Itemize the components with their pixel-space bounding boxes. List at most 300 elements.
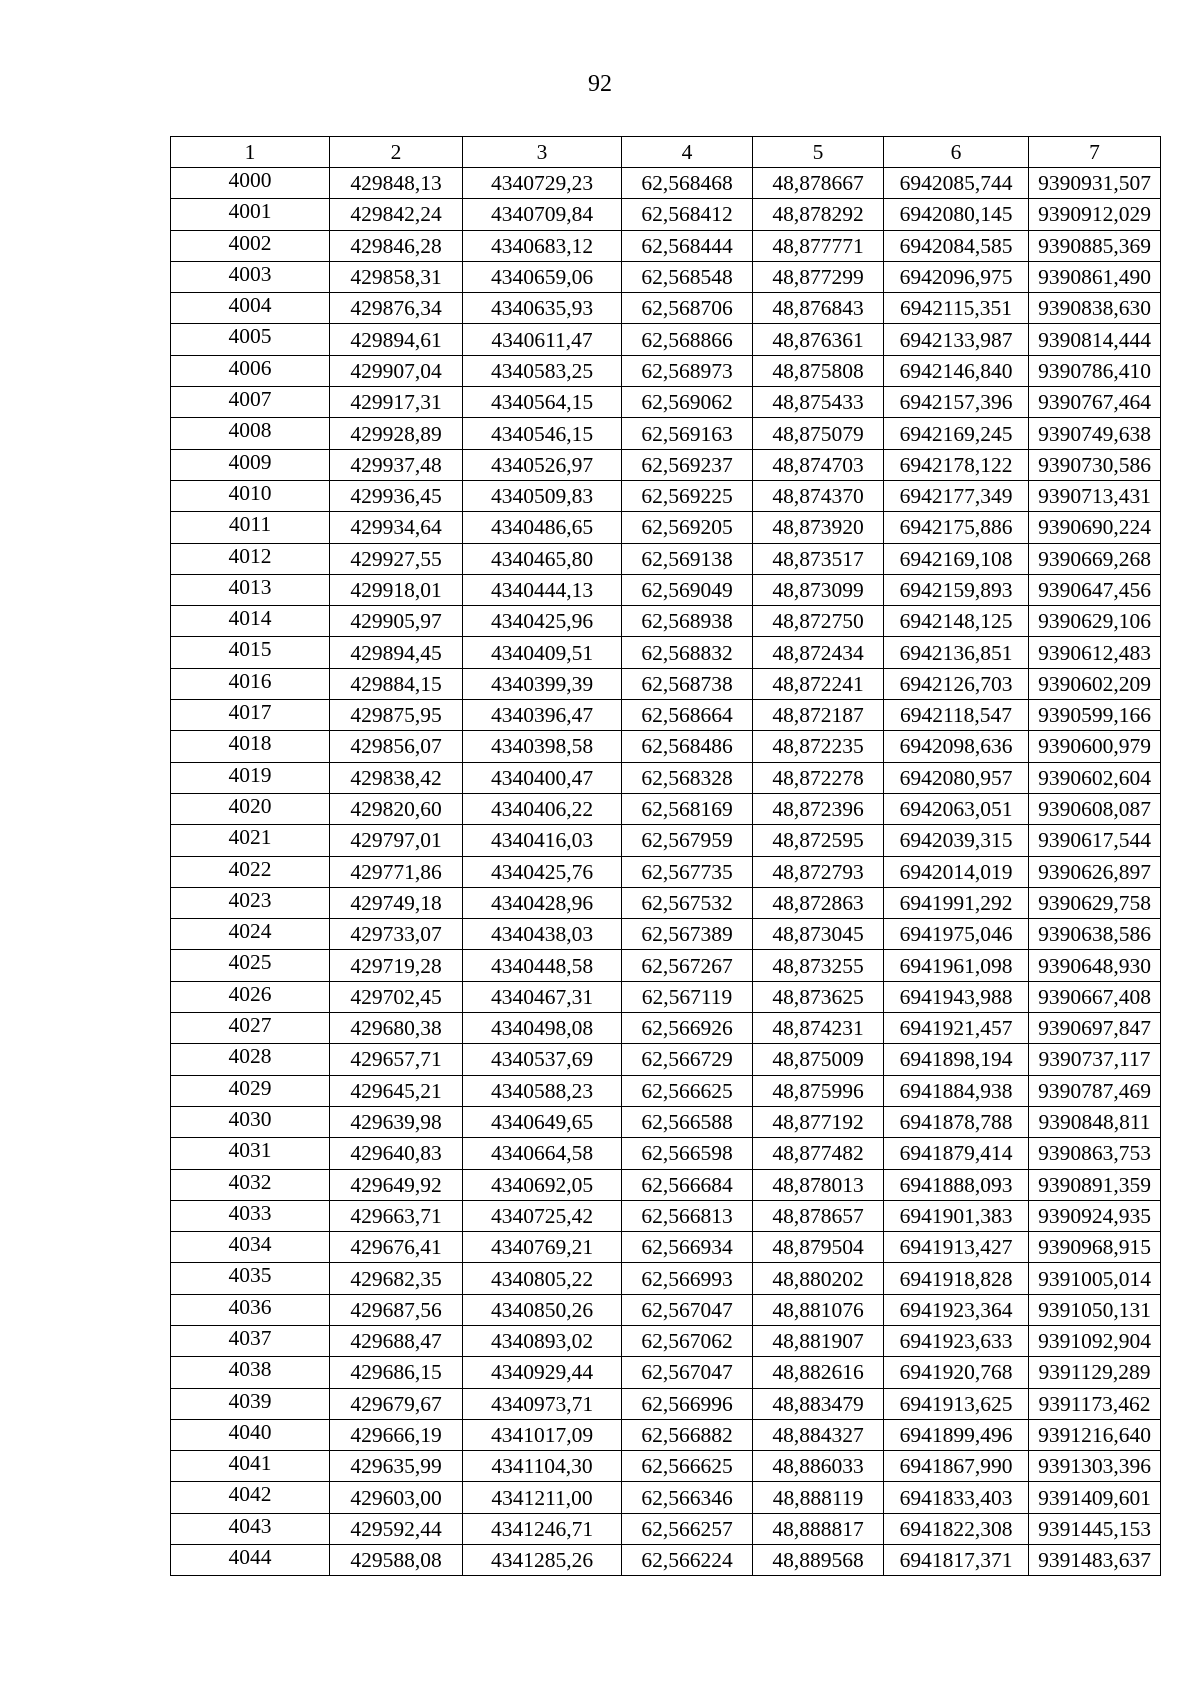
- latitude-cell: 62,567119: [622, 981, 753, 1012]
- y-coordinate-2-cell: 9390608,087: [1029, 793, 1161, 824]
- y-coordinate-2-cell: 9390730,586: [1029, 449, 1161, 480]
- x-coordinate-cell: 429679,67: [330, 1388, 463, 1419]
- column-header: 3: [463, 137, 622, 168]
- latitude-cell: 62,567532: [622, 887, 753, 918]
- column-header: 2: [330, 137, 463, 168]
- longitude-cell: 48,873099: [753, 574, 884, 605]
- x-coordinate-cell: 429907,04: [330, 355, 463, 386]
- point-number-cell: 4034: [171, 1232, 330, 1263]
- x-coordinate-2-cell: 6942118,547: [884, 700, 1029, 731]
- table-row: [171, 199, 1161, 230]
- table-row: [171, 919, 1161, 950]
- point-number-cell: 4038: [171, 1357, 330, 1388]
- y-coordinate-cell: 4340635,93: [463, 293, 622, 324]
- x-coordinate-cell: 429936,45: [330, 480, 463, 511]
- longitude-cell: 48,877771: [753, 230, 884, 261]
- longitude-cell: 48,878292: [753, 199, 884, 230]
- latitude-cell: 62,569205: [622, 512, 753, 543]
- y-coordinate-2-cell: 9390612,483: [1029, 637, 1161, 668]
- longitude-cell: 48,883479: [753, 1388, 884, 1419]
- y-coordinate-2-cell: 9391129,289: [1029, 1357, 1161, 1388]
- x-coordinate-2-cell: 6941991,292: [884, 887, 1029, 918]
- longitude-cell: 48,873625: [753, 981, 884, 1012]
- point-number-cell: 4007: [171, 387, 330, 418]
- longitude-cell: 48,884327: [753, 1419, 884, 1450]
- y-coordinate-2-cell: 9390629,758: [1029, 887, 1161, 918]
- x-coordinate-cell: 429894,45: [330, 637, 463, 668]
- x-coordinate-2-cell: 6942084,585: [884, 230, 1029, 261]
- y-coordinate-cell: 4340692,05: [463, 1169, 622, 1200]
- longitude-cell: 48,879504: [753, 1232, 884, 1263]
- point-number-cell: 4006: [171, 355, 330, 386]
- longitude-cell: 48,872434: [753, 637, 884, 668]
- x-coordinate-2-cell: 6942096,975: [884, 261, 1029, 292]
- y-coordinate-cell: 4340428,96: [463, 887, 622, 918]
- point-number-cell: 4013: [171, 574, 330, 605]
- x-coordinate-2-cell: 6942177,349: [884, 480, 1029, 511]
- table-row: [171, 1013, 1161, 1044]
- table-row: [171, 1200, 1161, 1231]
- y-coordinate-cell: 4340486,65: [463, 512, 622, 543]
- y-coordinate-2-cell: 9391445,153: [1029, 1513, 1161, 1544]
- latitude-cell: 62,566813: [622, 1200, 753, 1231]
- y-coordinate-cell: 4340498,08: [463, 1013, 622, 1044]
- y-coordinate-2-cell: 9390863,753: [1029, 1138, 1161, 1169]
- y-coordinate-2-cell: 9390885,369: [1029, 230, 1161, 261]
- longitude-cell: 48,874703: [753, 449, 884, 480]
- x-coordinate-cell: 429928,89: [330, 418, 463, 449]
- latitude-cell: 62,568738: [622, 668, 753, 699]
- y-coordinate-2-cell: 9390602,209: [1029, 668, 1161, 699]
- x-coordinate-2-cell: 6941923,364: [884, 1294, 1029, 1325]
- point-number-cell: 4043: [171, 1513, 330, 1544]
- latitude-cell: 62,566996: [622, 1388, 753, 1419]
- y-coordinate-2-cell: 9390912,029: [1029, 199, 1161, 230]
- y-coordinate-cell: 4340425,96: [463, 606, 622, 637]
- y-coordinate-cell: 4340850,26: [463, 1294, 622, 1325]
- y-coordinate-2-cell: 9391483,637: [1029, 1545, 1161, 1576]
- latitude-cell: 62,568444: [622, 230, 753, 261]
- y-coordinate-2-cell: 9391216,640: [1029, 1419, 1161, 1450]
- longitude-cell: 48,875433: [753, 387, 884, 418]
- y-coordinate-cell: 4340683,12: [463, 230, 622, 261]
- x-coordinate-2-cell: 6941879,414: [884, 1138, 1029, 1169]
- longitude-cell: 48,876843: [753, 293, 884, 324]
- y-coordinate-2-cell: 9390891,359: [1029, 1169, 1161, 1200]
- x-coordinate-2-cell: 6942080,957: [884, 762, 1029, 793]
- y-coordinate-2-cell: 9390599,166: [1029, 700, 1161, 731]
- x-coordinate-cell: 429894,61: [330, 324, 463, 355]
- latitude-cell: 62,568973: [622, 355, 753, 386]
- x-coordinate-2-cell: 6941961,098: [884, 950, 1029, 981]
- y-coordinate-cell: 4340399,39: [463, 668, 622, 699]
- table-row: [171, 1357, 1161, 1388]
- longitude-cell: 48,872793: [753, 856, 884, 887]
- y-coordinate-2-cell: 9390848,811: [1029, 1106, 1161, 1137]
- x-coordinate-2-cell: 6942175,886: [884, 512, 1029, 543]
- latitude-cell: 62,568468: [622, 168, 753, 199]
- table-row: [171, 950, 1161, 981]
- x-coordinate-cell: 429797,01: [330, 825, 463, 856]
- point-number-cell: 4004: [171, 293, 330, 324]
- x-coordinate-2-cell: 6941913,625: [884, 1388, 1029, 1419]
- latitude-cell: 62,568832: [622, 637, 753, 668]
- longitude-cell: 48,874370: [753, 480, 884, 511]
- table-row: [171, 793, 1161, 824]
- point-number-cell: 4005: [171, 324, 330, 355]
- point-number-cell: 4039: [171, 1388, 330, 1419]
- longitude-cell: 48,886033: [753, 1451, 884, 1482]
- point-number-cell: 4036: [171, 1294, 330, 1325]
- longitude-cell: 48,878657: [753, 1200, 884, 1231]
- table-row: [171, 449, 1161, 480]
- point-number-cell: 4027: [171, 1013, 330, 1044]
- y-coordinate-cell: 4340769,21: [463, 1232, 622, 1263]
- column-header: 7: [1029, 137, 1161, 168]
- y-coordinate-cell: 4340537,69: [463, 1044, 622, 1075]
- x-coordinate-cell: 429771,86: [330, 856, 463, 887]
- longitude-cell: 48,888817: [753, 1513, 884, 1544]
- point-number-cell: 4017: [171, 700, 330, 731]
- x-coordinate-2-cell: 6941975,046: [884, 919, 1029, 950]
- x-coordinate-cell: 429686,15: [330, 1357, 463, 1388]
- x-coordinate-2-cell: 6942014,019: [884, 856, 1029, 887]
- x-coordinate-2-cell: 6941918,828: [884, 1263, 1029, 1294]
- x-coordinate-cell: 429663,71: [330, 1200, 463, 1231]
- table-row: [171, 1545, 1161, 1576]
- x-coordinate-cell: 429640,83: [330, 1138, 463, 1169]
- x-coordinate-2-cell: 6942098,636: [884, 731, 1029, 762]
- longitude-cell: 48,878667: [753, 168, 884, 199]
- latitude-cell: 62,567062: [622, 1325, 753, 1356]
- x-coordinate-cell: 429846,28: [330, 230, 463, 261]
- x-coordinate-cell: 429666,19: [330, 1419, 463, 1450]
- column-header: 1: [171, 137, 330, 168]
- x-coordinate-cell: 429657,71: [330, 1044, 463, 1075]
- y-coordinate-2-cell: 9390669,268: [1029, 543, 1161, 574]
- y-coordinate-cell: 4340416,03: [463, 825, 622, 856]
- longitude-cell: 48,872750: [753, 606, 884, 637]
- point-number-cell: 4000: [171, 168, 330, 199]
- table-row: [171, 1294, 1161, 1325]
- table-row: [171, 668, 1161, 699]
- longitude-cell: 48,873920: [753, 512, 884, 543]
- table-row: [171, 1232, 1161, 1263]
- x-coordinate-2-cell: 6941923,633: [884, 1325, 1029, 1356]
- longitude-cell: 48,877192: [753, 1106, 884, 1137]
- latitude-cell: 62,566684: [622, 1169, 753, 1200]
- latitude-cell: 62,568548: [622, 261, 753, 292]
- x-coordinate-cell: 429848,13: [330, 168, 463, 199]
- latitude-cell: 62,566625: [622, 1451, 753, 1482]
- latitude-cell: 62,569138: [622, 543, 753, 574]
- latitude-cell: 62,567047: [622, 1294, 753, 1325]
- x-coordinate-2-cell: 6942159,893: [884, 574, 1029, 605]
- x-coordinate-2-cell: 6941817,371: [884, 1545, 1029, 1576]
- x-coordinate-cell: 429858,31: [330, 261, 463, 292]
- x-coordinate-2-cell: 6942178,122: [884, 449, 1029, 480]
- x-coordinate-2-cell: 6941898,194: [884, 1044, 1029, 1075]
- x-coordinate-cell: 429680,38: [330, 1013, 463, 1044]
- longitude-cell: 48,875079: [753, 418, 884, 449]
- y-coordinate-cell: 4340448,58: [463, 950, 622, 981]
- y-coordinate-2-cell: 9390713,431: [1029, 480, 1161, 511]
- longitude-cell: 48,875009: [753, 1044, 884, 1075]
- x-coordinate-cell: 429842,24: [330, 199, 463, 230]
- latitude-cell: 62,566346: [622, 1482, 753, 1513]
- latitude-cell: 62,567389: [622, 919, 753, 950]
- table-row: [171, 230, 1161, 261]
- point-number-cell: 4019: [171, 762, 330, 793]
- latitude-cell: 62,569225: [622, 480, 753, 511]
- y-coordinate-cell: 4340409,51: [463, 637, 622, 668]
- table-row: [171, 981, 1161, 1012]
- y-coordinate-2-cell: 9390814,444: [1029, 324, 1161, 355]
- longitude-cell: 48,873255: [753, 950, 884, 981]
- x-coordinate-cell: 429856,07: [330, 731, 463, 762]
- table-row: [171, 543, 1161, 574]
- x-coordinate-cell: 429875,95: [330, 700, 463, 731]
- x-coordinate-2-cell: 6941888,093: [884, 1169, 1029, 1200]
- longitude-cell: 48,875996: [753, 1075, 884, 1106]
- latitude-cell: 62,568866: [622, 324, 753, 355]
- x-coordinate-cell: 429645,21: [330, 1075, 463, 1106]
- y-coordinate-2-cell: 9390617,544: [1029, 825, 1161, 856]
- x-coordinate-2-cell: 6942169,108: [884, 543, 1029, 574]
- y-coordinate-cell: 4340805,22: [463, 1263, 622, 1294]
- longitude-cell: 48,872187: [753, 700, 884, 731]
- longitude-cell: 48,881076: [753, 1294, 884, 1325]
- y-coordinate-2-cell: 9391092,904: [1029, 1325, 1161, 1356]
- table-row: [171, 480, 1161, 511]
- longitude-cell: 48,872278: [753, 762, 884, 793]
- y-coordinate-2-cell: 9390648,930: [1029, 950, 1161, 981]
- table-row: [171, 387, 1161, 418]
- y-coordinate-2-cell: 9390968,915: [1029, 1232, 1161, 1263]
- latitude-cell: 62,566224: [622, 1545, 753, 1576]
- table-row: [171, 1513, 1161, 1544]
- y-coordinate-2-cell: 9390749,638: [1029, 418, 1161, 449]
- y-coordinate-2-cell: 9390931,507: [1029, 168, 1161, 199]
- table-row: [171, 825, 1161, 856]
- table-row: [171, 731, 1161, 762]
- y-coordinate-cell: 4340588,23: [463, 1075, 622, 1106]
- point-number-cell: 4030: [171, 1106, 330, 1137]
- x-coordinate-2-cell: 6941884,938: [884, 1075, 1029, 1106]
- x-coordinate-cell: 429876,34: [330, 293, 463, 324]
- longitude-cell: 48,877482: [753, 1138, 884, 1169]
- y-coordinate-cell: 4340509,83: [463, 480, 622, 511]
- y-coordinate-cell: 4341285,26: [463, 1545, 622, 1576]
- longitude-cell: 48,872241: [753, 668, 884, 699]
- y-coordinate-cell: 4340729,23: [463, 168, 622, 199]
- y-coordinate-cell: 4340465,80: [463, 543, 622, 574]
- table-row: [171, 856, 1161, 887]
- latitude-cell: 62,567047: [622, 1357, 753, 1388]
- y-coordinate-cell: 4340973,71: [463, 1388, 622, 1419]
- column-header: 6: [884, 137, 1029, 168]
- y-coordinate-cell: 4340398,58: [463, 731, 622, 762]
- y-coordinate-cell: 4340649,65: [463, 1106, 622, 1137]
- table-row: [171, 1388, 1161, 1419]
- point-number-cell: 4015: [171, 637, 330, 668]
- x-coordinate-cell: 429588,08: [330, 1545, 463, 1576]
- y-coordinate-2-cell: 9390737,117: [1029, 1044, 1161, 1075]
- latitude-cell: 62,567735: [622, 856, 753, 887]
- point-number-cell: 4020: [171, 793, 330, 824]
- x-coordinate-2-cell: 6941867,990: [884, 1451, 1029, 1482]
- latitude-cell: 62,567959: [622, 825, 753, 856]
- y-coordinate-2-cell: 9390626,897: [1029, 856, 1161, 887]
- x-coordinate-2-cell: 6941943,988: [884, 981, 1029, 1012]
- y-coordinate-2-cell: 9390647,456: [1029, 574, 1161, 605]
- x-coordinate-cell: 429639,98: [330, 1106, 463, 1137]
- point-number-cell: 4037: [171, 1325, 330, 1356]
- x-coordinate-2-cell: 6941901,383: [884, 1200, 1029, 1231]
- table-row: [171, 293, 1161, 324]
- y-coordinate-2-cell: 9390629,106: [1029, 606, 1161, 637]
- y-coordinate-2-cell: 9390767,464: [1029, 387, 1161, 418]
- latitude-cell: 62,568486: [622, 731, 753, 762]
- y-coordinate-2-cell: 9391005,014: [1029, 1263, 1161, 1294]
- x-coordinate-cell: 429682,35: [330, 1263, 463, 1294]
- x-coordinate-2-cell: 6942085,744: [884, 168, 1029, 199]
- point-number-cell: 4031: [171, 1138, 330, 1169]
- point-number-cell: 4018: [171, 731, 330, 762]
- table-row: [171, 606, 1161, 637]
- x-coordinate-cell: 429702,45: [330, 981, 463, 1012]
- x-coordinate-2-cell: 6942146,840: [884, 355, 1029, 386]
- y-coordinate-cell: 4340406,22: [463, 793, 622, 824]
- x-coordinate-cell: 429838,42: [330, 762, 463, 793]
- table-row: [171, 1482, 1161, 1513]
- point-number-cell: 4009: [171, 449, 330, 480]
- x-coordinate-2-cell: 6941899,496: [884, 1419, 1029, 1450]
- latitude-cell: 62,569049: [622, 574, 753, 605]
- point-number-cell: 4044: [171, 1545, 330, 1576]
- x-coordinate-cell: 429749,18: [330, 887, 463, 918]
- latitude-cell: 62,568706: [622, 293, 753, 324]
- y-coordinate-cell: 4340583,25: [463, 355, 622, 386]
- longitude-cell: 48,875808: [753, 355, 884, 386]
- table-row: [171, 512, 1161, 543]
- x-coordinate-cell: 429603,00: [330, 1482, 463, 1513]
- point-number-cell: 4035: [171, 1263, 330, 1294]
- y-coordinate-cell: 4340467,31: [463, 981, 622, 1012]
- table-row: [171, 1325, 1161, 1356]
- y-coordinate-cell: 4341104,30: [463, 1451, 622, 1482]
- x-coordinate-2-cell: 6941822,308: [884, 1513, 1029, 1544]
- longitude-cell: 48,876361: [753, 324, 884, 355]
- page-number: 92: [588, 71, 612, 97]
- table-body: [171, 168, 1161, 1576]
- y-coordinate-2-cell: 9391173,462: [1029, 1388, 1161, 1419]
- latitude-cell: 62,569163: [622, 418, 753, 449]
- x-coordinate-cell: 429927,55: [330, 543, 463, 574]
- y-coordinate-cell: 4340546,15: [463, 418, 622, 449]
- table-row: [171, 418, 1161, 449]
- table-row: [171, 1169, 1161, 1200]
- longitude-cell: 48,872396: [753, 793, 884, 824]
- x-coordinate-2-cell: 6942063,051: [884, 793, 1029, 824]
- point-number-cell: 4026: [171, 981, 330, 1012]
- x-coordinate-2-cell: 6942136,851: [884, 637, 1029, 668]
- x-coordinate-cell: 429592,44: [330, 1513, 463, 1544]
- y-coordinate-2-cell: 9390690,224: [1029, 512, 1161, 543]
- x-coordinate-2-cell: 6942157,396: [884, 387, 1029, 418]
- point-number-cell: 4008: [171, 418, 330, 449]
- x-coordinate-2-cell: 6941878,788: [884, 1106, 1029, 1137]
- latitude-cell: 62,568412: [622, 199, 753, 230]
- latitude-cell: 62,566257: [622, 1513, 753, 1544]
- longitude-cell: 48,872863: [753, 887, 884, 918]
- latitude-cell: 62,568664: [622, 700, 753, 731]
- point-number-cell: 4010: [171, 480, 330, 511]
- x-coordinate-2-cell: 6942133,987: [884, 324, 1029, 355]
- y-coordinate-cell: 4340396,47: [463, 700, 622, 731]
- x-coordinate-2-cell: 6942126,703: [884, 668, 1029, 699]
- column-header: 4: [622, 137, 753, 168]
- y-coordinate-cell: 4340929,44: [463, 1357, 622, 1388]
- point-number-cell: 4024: [171, 919, 330, 950]
- latitude-cell: 62,569237: [622, 449, 753, 480]
- latitude-cell: 62,566934: [622, 1232, 753, 1263]
- x-coordinate-cell: 429934,64: [330, 512, 463, 543]
- latitude-cell: 62,568938: [622, 606, 753, 637]
- longitude-cell: 48,874231: [753, 1013, 884, 1044]
- x-coordinate-cell: 429676,41: [330, 1232, 463, 1263]
- latitude-cell: 62,566926: [622, 1013, 753, 1044]
- longitude-cell: 48,888119: [753, 1482, 884, 1513]
- y-coordinate-2-cell: 9390600,979: [1029, 731, 1161, 762]
- x-coordinate-cell: 429687,56: [330, 1294, 463, 1325]
- x-coordinate-cell: 429918,01: [330, 574, 463, 605]
- x-coordinate-cell: 429719,28: [330, 950, 463, 981]
- latitude-cell: 62,566625: [622, 1075, 753, 1106]
- table-row: [171, 1451, 1161, 1482]
- x-coordinate-2-cell: 6942039,315: [884, 825, 1029, 856]
- x-coordinate-2-cell: 6941920,768: [884, 1357, 1029, 1388]
- y-coordinate-cell: 4340444,13: [463, 574, 622, 605]
- longitude-cell: 48,889568: [753, 1545, 884, 1576]
- y-coordinate-2-cell: 9390697,847: [1029, 1013, 1161, 1044]
- x-coordinate-cell: 429937,48: [330, 449, 463, 480]
- y-coordinate-cell: 4340611,47: [463, 324, 622, 355]
- latitude-cell: 62,566882: [622, 1419, 753, 1450]
- table-row: [171, 168, 1161, 199]
- point-number-cell: 4041: [171, 1451, 330, 1482]
- latitude-cell: 62,569062: [622, 387, 753, 418]
- y-coordinate-2-cell: 9390667,408: [1029, 981, 1161, 1012]
- x-coordinate-2-cell: 6942115,351: [884, 293, 1029, 324]
- y-coordinate-2-cell: 9390602,604: [1029, 762, 1161, 793]
- table-row: [171, 1419, 1161, 1450]
- y-coordinate-cell: 4340564,15: [463, 387, 622, 418]
- y-coordinate-cell: 4341211,00: [463, 1482, 622, 1513]
- longitude-cell: 48,878013: [753, 1169, 884, 1200]
- table-row: [171, 1106, 1161, 1137]
- y-coordinate-2-cell: 9390924,935: [1029, 1200, 1161, 1231]
- point-number-cell: 4032: [171, 1169, 330, 1200]
- table-row: [171, 1044, 1161, 1075]
- table-row: [171, 1075, 1161, 1106]
- x-coordinate-2-cell: 6941833,403: [884, 1482, 1029, 1513]
- longitude-cell: 48,872595: [753, 825, 884, 856]
- table-row: [171, 1263, 1161, 1294]
- table-row: [171, 1138, 1161, 1169]
- x-coordinate-2-cell: 6942169,245: [884, 418, 1029, 449]
- table-row: [171, 574, 1161, 605]
